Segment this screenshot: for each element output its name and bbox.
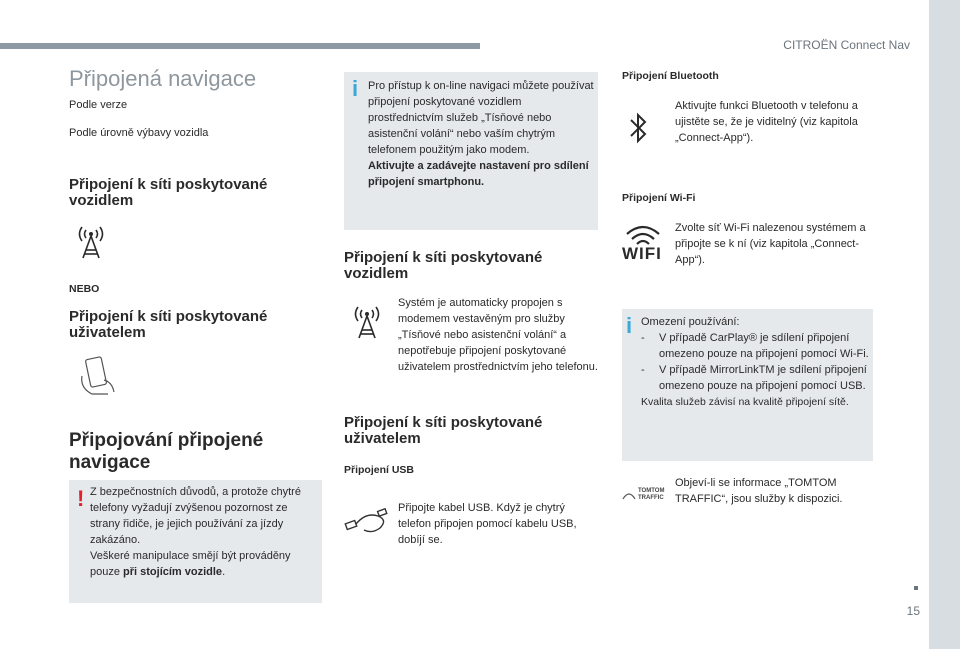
tomtom-traffic-logo [622,488,664,502]
warning-text-bold: při stojícím vozidle [123,566,223,578]
section-vehicle-network-mid: Připojení k síti poskytované vozidlem [344,249,543,282]
info-box [344,72,598,230]
info-text [368,78,594,190]
usb-text: Připojte kabel USB. Když je chytrý telefon připojen pomocí kabelu USB, dobíjí se. [398,502,577,546]
tomtom-logo-line1: TOMTOM [638,488,665,494]
warning-icon: ! [77,486,85,511]
antenna-icon [350,304,384,340]
bullet-dash: - [641,332,645,344]
bluetooth-text: Aktivujte funkci Bluetooth v telefonu a ujistěte se, že je viditelný (viz kapitola „Connect-App“). [675,100,858,144]
page-dot [914,586,918,590]
or-label: NEBO [69,283,100,295]
info-icon: i [352,76,359,101]
bluetooth-label: Připojení Bluetooth [622,70,719,82]
limits-box [622,309,873,461]
limits-item-2 [641,362,871,394]
limits-item-1 [641,330,871,362]
wifi-icon-text: WIFI [622,244,662,263]
usb-label: Připojení USB [344,464,415,476]
smartphone-hand-icon [74,354,118,398]
page-number: 15 [906,604,920,618]
bullet-dash: - [641,364,645,376]
tomtom-logo-line2: TRAFFIC [638,495,664,501]
wifi-label: Připojení Wi-Fi [622,192,696,204]
info-text-bold: Aktivujte a zadávejte nastavení pro sdílení připojení smartphonu. [368,160,589,188]
warning-text-end: . [222,566,226,578]
info-icon: i [626,313,633,338]
limits-title: Omezení používání: [641,316,740,328]
equipment-note: Podle úrovně výbavy vozidla [69,127,209,139]
usb-cable-icon [344,506,390,538]
limits-item-1-text: V případě CarPlay® je sdílení připojení omezeno pouze na připojení pomocí Wi-Fi. [659,332,869,360]
limits-footer: Kvalita služeb závisí na kvalitě připojení sítě. [641,396,849,408]
warning-text-1: Z bezpečnostních důvodů, a protože chytré telefony vyžadují zvýšenou pozornost ze strany řidiče, je jejich používání za jízdy zakázáno. [90,486,301,546]
page-title: Připojená navigace [69,66,257,91]
section-user-network: Připojení k síti poskytované uživatelem [69,308,268,341]
version-note: Podle verze [69,99,128,111]
side-band [929,0,960,649]
main-heading: Připojování připojené navigace [69,430,264,473]
bluetooth-icon [628,110,650,146]
section-vehicle-network: Připojení k síti poskytované vozidlem [69,176,268,209]
warning-text [90,484,316,580]
brand-header: CITROËN Connect Nav [783,38,910,52]
section-user-network-mid: Připojení k síti poskytované uživatelem [344,414,543,447]
limits-item-2-text: V případě MirrorLinkTM je sdílení připojení omezeno pouze na připojení pomocí USB. [659,364,867,392]
limits-content [641,314,871,410]
warning-text-2: Veškeré manipulace smějí být prováděny pouze [90,550,291,578]
warning-box [69,480,322,603]
tomtom-text: Objeví-li se informace „TOMTOM TRAFFIC“, jsou služby k dispozici. [675,477,843,505]
info-text-main: Pro přístup k on-line navigaci můžete používat připojení poskytované vozidlem prostřednictvím služeb „Tísňové nebo asistenční volání“ nebo vaším chytrým telefonem použitým jako modem. [368,80,594,156]
wifi-icon [622,224,664,262]
vehicle-network-text: Systém je automaticky propojen s modemem vestavěným pro služby „Tísňové nebo asistenční volání“ a nepotřebuje připojení poskytované uživatelem prostřednictvím jeho telefonu. [398,297,598,373]
wifi-text: Zvolte síť Wi-Fi nalezenou systémem a připojte se k ní (viz kapitola „Connect-App“). [675,222,866,266]
antenna-icon [74,224,108,260]
top-rule [0,43,480,49]
